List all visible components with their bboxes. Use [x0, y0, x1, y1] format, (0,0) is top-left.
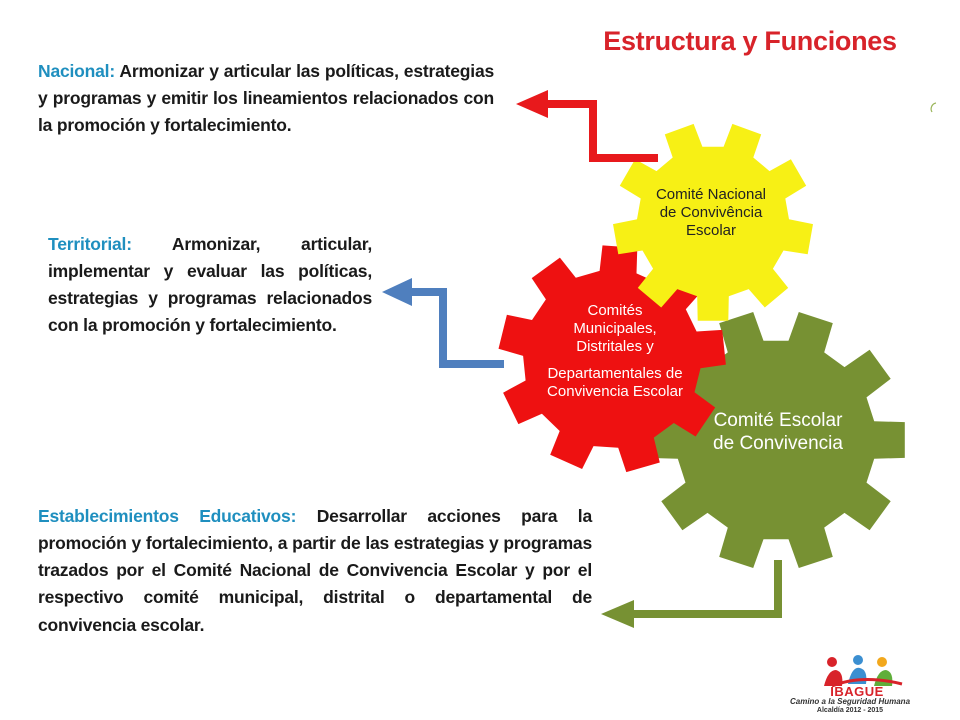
gear-municipal-label	[546, 302, 684, 401]
arrow-nacional-head	[516, 90, 548, 118]
logo-alcaldia: Alcaldía 2012 - 2015	[816, 707, 884, 714]
gear-municipal-label-line2: Departamentales de Convivencia Escolar	[547, 365, 683, 400]
arrow-nacional-connector	[546, 104, 658, 158]
decorative-arc-icon	[931, 103, 936, 112]
establecimientos-label: Establecimientos Educativos:	[38, 506, 297, 526]
establecimientos-text: Desarrollar acciones para la promoción y fortalecimiento, a partir de las estrategias y programas trazados por el Comité Nacional de Convivencia Escolar y por el respectivo comité municipal, distrital o departamental de convivencia escolar.	[38, 506, 592, 635]
arrow-territorial-head	[382, 278, 412, 306]
gear-escolar-label: Comité Escolar de Convivencia	[713, 410, 843, 454]
nacional-text: Armonizar y articular las políticas, estrategias y programas y emitir los lineamientos relacionados con la promoción y fortalecimiento.	[38, 61, 495, 136]
arrow-escolar-connector	[632, 560, 778, 614]
logo-city-name: IBAGUE	[830, 684, 884, 699]
logo-slogan: Camino a la Seguridad Humana	[789, 697, 911, 706]
arrow-escolar-head	[601, 600, 634, 628]
territorial-label: Territorial:	[48, 234, 132, 254]
gear-municipal-label-line1: Comités Municipales, Distritales y	[573, 302, 657, 355]
logo-figures-icon	[824, 655, 902, 686]
territorial-text: Armonizar, articular, implementar y evaluar las políticas, estrategias y programas relacionados con la promoción y fortalecimiento.	[48, 234, 372, 336]
gear-nacional-label: Comité Nacional de Convivência Escolar	[655, 186, 767, 239]
nacional-label: Nacional:	[38, 61, 115, 81]
page-title: Estructura y Funciones	[603, 26, 897, 56]
arrow-territorial-connector	[410, 292, 504, 364]
